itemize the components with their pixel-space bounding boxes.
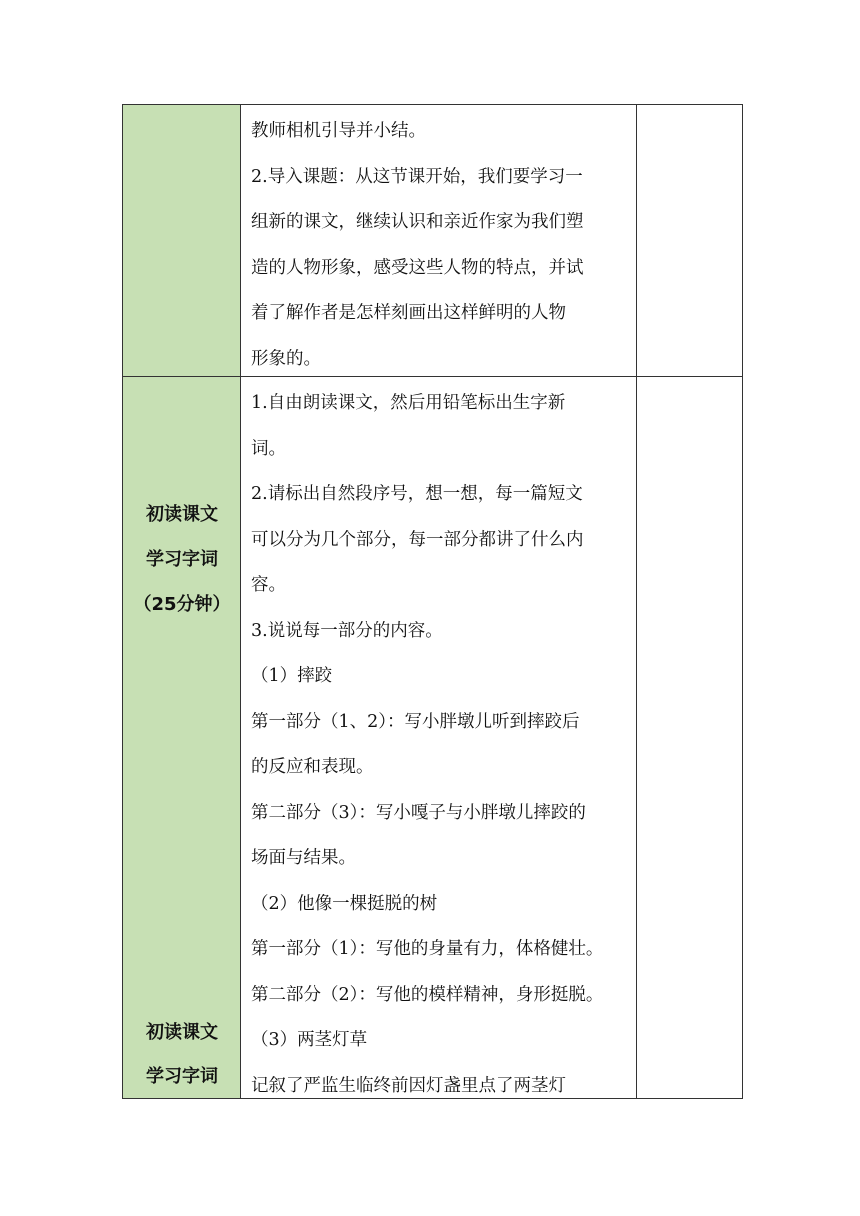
section-label-time: （25分钟） [133, 594, 231, 615]
content-line: 造的人物形象，感受这些人物的特点，并试 [251, 257, 584, 278]
table-row-intro [123, 105, 743, 377]
row-label-cell [123, 105, 241, 376]
section-label-line: 学习字词 [146, 549, 218, 570]
table-row-first-reading [123, 377, 743, 1099]
content-line: （1）摔跤 [251, 666, 333, 686]
content-line: 可以分为几个部分，每一部分都讲了什么内 [251, 529, 584, 550]
section-label-line: 初读课文 [146, 1022, 218, 1043]
content-line: 着了解作者是怎样刻画出这样鲜明的人物 [251, 303, 566, 323]
content-line: 教师相机引导并小结。 [251, 121, 426, 141]
content-line: 2.导入课题：从这节课开始，我们要学习一 [251, 166, 583, 187]
content-line: （2）他像一棵挺脱的树 [251, 893, 438, 914]
section-label-line: 初读课文 [146, 504, 218, 525]
row-content-cell [241, 105, 637, 376]
content-line: 的反应和表现。 [251, 757, 374, 777]
content-line: 3.说说每一部分的内容。 [251, 620, 443, 641]
content-line: 第一部分（1、2）：写小胖墩儿听到摔跤后 [251, 711, 580, 732]
lesson-plan-table [122, 104, 743, 1099]
content-line: 1.自由朗读课文，然后用铅笔标出生字新 [251, 393, 566, 413]
row-content-cell [241, 377, 637, 1098]
content-line: 第二部分（3）：写小嘎子与小胖墩儿摔跤的 [251, 802, 586, 823]
content-line: 第一部分（1）：写他的身量有力，体格健壮。 [251, 939, 604, 959]
content-line: 形象的。 [251, 348, 321, 369]
row-label-cell [123, 377, 241, 1098]
content-line: 词。 [251, 438, 286, 459]
content-line: 记叙了严监生临终前因灯盏里点了两茎灯 [251, 1075, 566, 1096]
section-label-line: 学习字词 [146, 1066, 218, 1087]
content-line: 第二部分（2）：写他的模样精神，身形挺脱。 [251, 984, 604, 1005]
content-line: 组新的课文，继续认识和亲近作家为我们塑 [251, 212, 584, 232]
row-notes-cell [637, 377, 743, 1098]
content-line: 场面与结果。 [251, 848, 356, 868]
content-line: 2.请标出自然段序号，想一想，每一篇短文 [251, 484, 583, 504]
content-line: 容。 [251, 575, 286, 595]
content-line: （3）两茎灯草 [251, 1030, 368, 1050]
row-notes-cell [637, 105, 743, 376]
